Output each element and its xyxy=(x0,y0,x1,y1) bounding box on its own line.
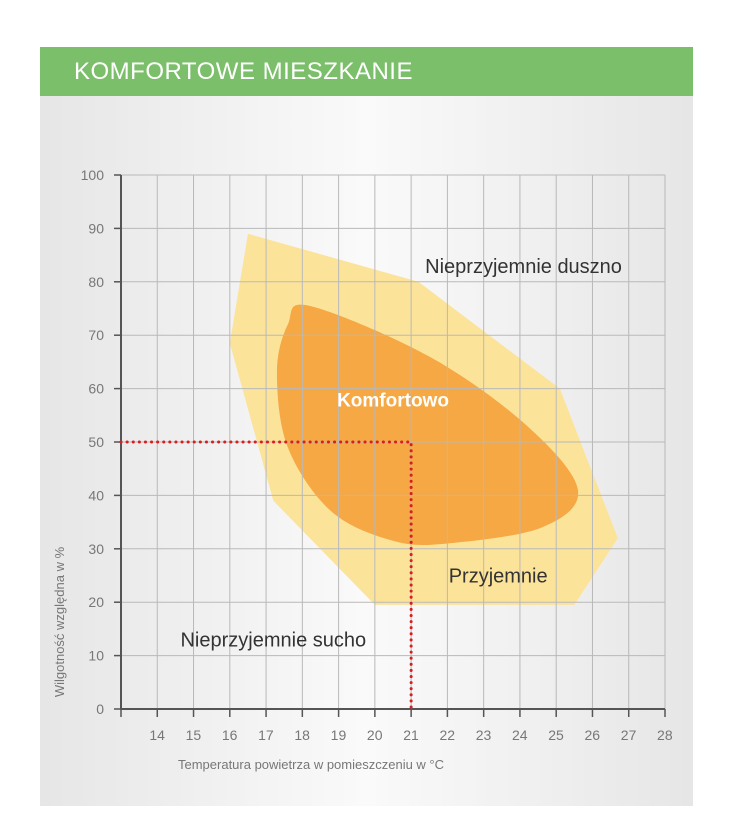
x-tick-label: 23 xyxy=(475,727,492,743)
y-tick-label: 30 xyxy=(88,540,104,557)
y-tick-label: 80 xyxy=(88,273,104,290)
x-tick-label: 22 xyxy=(439,727,456,743)
y-tick-label: 10 xyxy=(88,647,104,664)
x-tick-label: 17 xyxy=(258,727,274,743)
y-tick-label: 0 xyxy=(96,701,104,717)
y-tick-label: 90 xyxy=(88,220,104,237)
y-axis-title: Wilgotność względna w % xyxy=(52,546,67,698)
y-tick-label: 40 xyxy=(88,487,104,504)
x-tick-label: 16 xyxy=(221,727,238,743)
x-tick-label: 25 xyxy=(548,727,564,743)
x-tick-label: 24 xyxy=(511,727,528,743)
x-axis-title: Temperatura powietrza w pomieszczeniu w °C xyxy=(177,757,445,772)
y-tick-label: 50 xyxy=(88,434,104,450)
x-tick-label: 18 xyxy=(294,727,310,743)
y-tick-label: 60 xyxy=(88,380,104,397)
zone-label-komfortowo: Komfortowo xyxy=(337,390,449,412)
y-tick-label: 20 xyxy=(88,594,104,611)
x-tick-label: 15 xyxy=(185,727,202,743)
annotation-label: Nieprzyjemnie duszno xyxy=(425,255,622,278)
x-tick-label: 28 xyxy=(657,727,673,743)
zone-label-przyjemnie: Przyjemnie xyxy=(448,565,548,588)
x-tick-label: 27 xyxy=(620,727,637,743)
x-tick-label: 19 xyxy=(330,727,347,743)
x-tick-label: 26 xyxy=(584,727,601,743)
x-tick-label: 14 xyxy=(149,727,165,743)
page-title: KOMFORTOWE MIESZKANIE xyxy=(74,58,413,85)
x-tick-label: 20 xyxy=(366,727,383,743)
x-tick-label: 21 xyxy=(403,727,419,743)
annotation-label: Nieprzyjemnie sucho xyxy=(180,629,367,652)
y-tick-label: 70 xyxy=(88,327,104,344)
y-tick-label: 100 xyxy=(80,167,104,183)
